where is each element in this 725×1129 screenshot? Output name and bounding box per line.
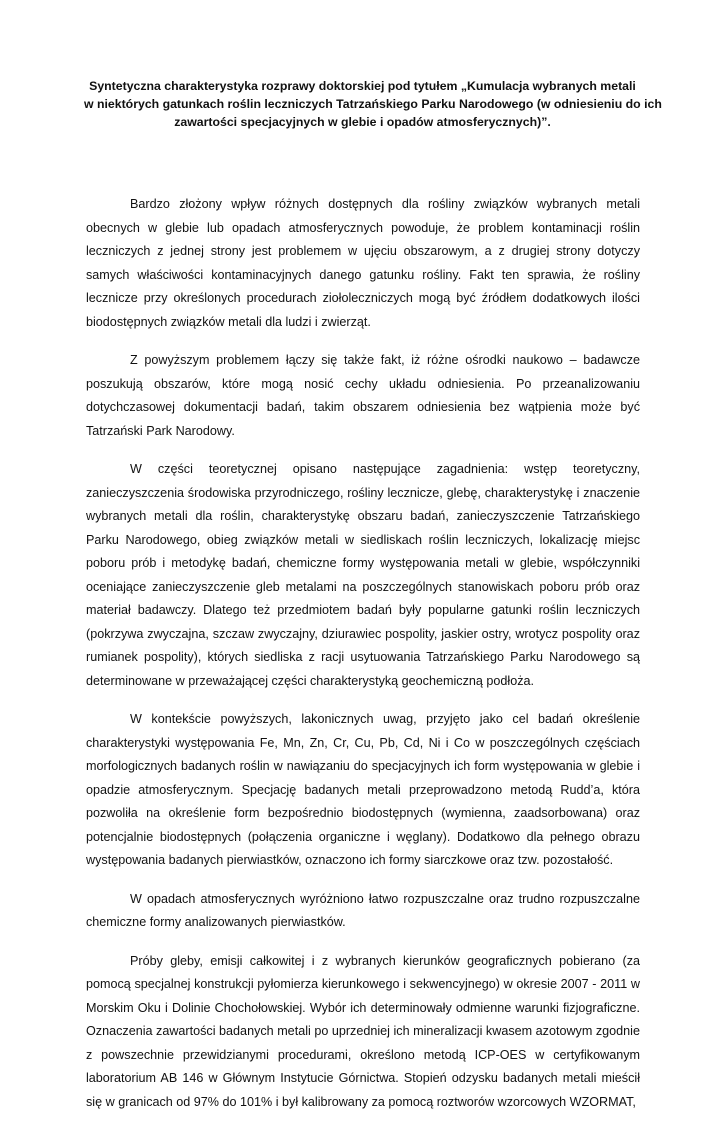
title-line-1: Syntetyczna charakterystyka rozprawy doktorskiej pod tytułem „Kumulacja wybranych metali [89,79,636,93]
paragraph-4: W kontekście powyższych, lakonicznych uwag, przyjęto jako cel badań określenie charakterystyki występowania Fe, Mn, Zn, Cr, Cu, Pb, Cd, Ni i Co w poszczególnych częściach morfologicznych badanych roślin w nawiązaniu do specjacyjnych ich form występowania w glebie i opadzie atmosferycznym. Specjację badanych metali przeprowadzono metodą Rudd’a, która pozwoliła na określenie form bezpośrednio biodostępnych (wymienna, zaadsorbowana) oraz potencjalnie biodostępnych (połączenia organiczne i węglany). Dodatkowo dla pełnego obrazu występowania badanych pierwiastków, oznaczono ich formy siarczkowe oraz tzw. pozostałość. [86,712,640,867]
paragraph-1: Bardzo złożony wpływ różnych dostępnych dla rośliny związków wybranych metali obecnych w glebie lub opadach atmosferycznych powoduje, że problem kontaminacji roślin leczniczych z jednej strony jest problemem w ujęciu obszarowym, a z drugiej strony dotyczy samych właściwości kontaminacyjnych danego gatunku rośliny. Fakt ten sprawia, że rośliny lecznicze przy określonych procedurach ziołoleczniczych mogą być źródłem dodatkowych ilości biodostępnych związków metali dla ludzi i zwierząt. [86,197,640,329]
paragraph-6: Próby gleby, emisji całkowitej i z wybranych kierunków geograficznych pobierano (za pomocą specjalnej konstrukcji pyłomierza kierunkowego i sekwencyjnego) w okresie 2007 - 2011 w Morskim Oku i Dolinie Chochołowskiej. Wybór ich determinowały odmienne warunki fizjograficzne. Oznaczenia zawartości badanych metali po uprzedniej ich mineralizacji kwasem azotowym zgodnie z powszechnie przewidzianymi procedurami, określono metodą ICP-OES w certyfikowanym laboratorium AB 146 w Głównym Instytucie Górnictwa. Stopień odzysku badanych metali mieścił się w granicach od 97% do 101% i był kalibrowany za pomocą roztworów wzorcowych WZORMAT, [86,953,640,1109]
title-line-3: zawartości specjacyjnych w glebie i opadów atmosferycznych)”. [174,115,551,129]
document-body [86,193,640,1129]
paragraph-5: W opadach atmosferycznych wyróżniono łatwo rozpuszczalne oraz trudno rozpuszczalne chemiczne formy analizowanych pierwiastków. [86,891,640,929]
title-line-2: w niektórych gatunkach roślin leczniczych Tatrzańskiego Parku Narodowego (w odniesieniu do ich [84,97,662,111]
paragraph-2: Z powyższym problemem łączy się także fakt, iż różne ośrodki naukowo – badawcze poszukują obszarów, które mogą nosić cechy układu odniesienia. Po przeanalizowaniu dotychczasowej dokumentacji badań, takim obszarem odniesienia bez wątpienia może być Tatrzański Park Narodowy. [86,353,640,438]
document-title [84,77,662,131]
paragraph-3: W części teoretycznej opisano następujące zagadnienia: wstęp teoretyczny, zanieczyszczenia środowiska przyrodniczego, rośliny lecznicze, glebę, charakterystykę i znaczenie wybranych metali dla roślin, charakterystykę obszaru badań, zanieczyszczenie Tatrzańskiego Parku Narodowego, obieg związków metali w siedliskach roślin leczniczych, lokalizację miejsc poboru prób i metodykę badań, chemiczne formy występowania metali w glebie, współczynniki oceniające zanieczyszczenie gleb metalami na poszczególnych stanowiskach poboru prób oraz materiał badawczy. Dlatego też przedmiotem badań były popularne gatunki roślin leczniczych (pokrzywa zwyczajna, szczaw zwyczajny, dziurawiec pospolity, jaskier ostry, wrotycz pospolity oraz rumianek pospolity), których siedliska z racji usytuowania Tatrzańskiego Parku Narodowego są determinowane w przeważającej części charakterystyką geochemiczną podłoża. [86,462,640,688]
